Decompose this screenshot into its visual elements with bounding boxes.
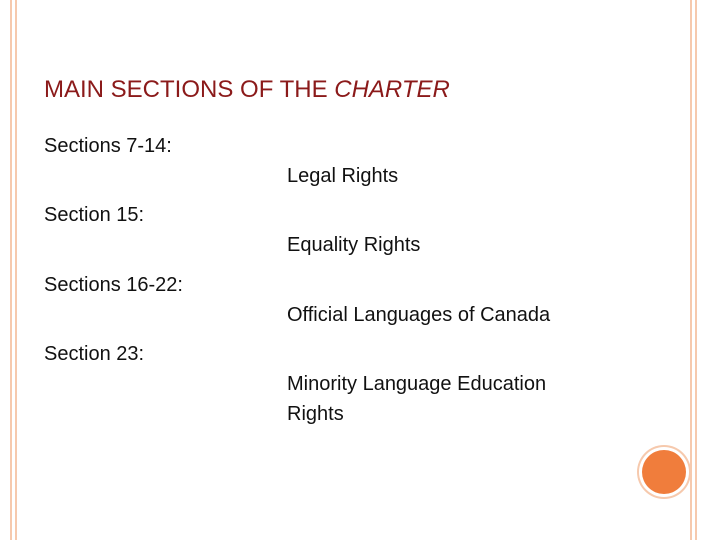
section-desc-equality: Equality Rights bbox=[287, 234, 421, 256]
left-frame-line-inner bbox=[15, 0, 17, 540]
slide-title-main: MAIN SECTIONS OF THE bbox=[44, 76, 335, 103]
slide-title bbox=[44, 76, 450, 104]
section-label-equality: Section 15: bbox=[44, 204, 145, 226]
section-desc-minority-education: Minority Language Education Rights bbox=[287, 373, 547, 425]
slide-title-italic: CHARTER bbox=[334, 76, 450, 103]
section-label-minority-education: Section 23: bbox=[44, 343, 145, 365]
left-frame-line bbox=[10, 0, 12, 540]
right-frame-line-outer bbox=[695, 0, 697, 540]
section-desc-official-languages: Official Languages of Canada bbox=[287, 304, 551, 326]
section-label-official-languages: Sections 16-22: bbox=[44, 274, 183, 296]
section-desc-legal: Legal Rights bbox=[287, 165, 399, 187]
right-frame-line bbox=[690, 0, 692, 540]
decorative-circle bbox=[642, 450, 686, 494]
section-label-legal: Sections 7-14: bbox=[44, 135, 172, 157]
